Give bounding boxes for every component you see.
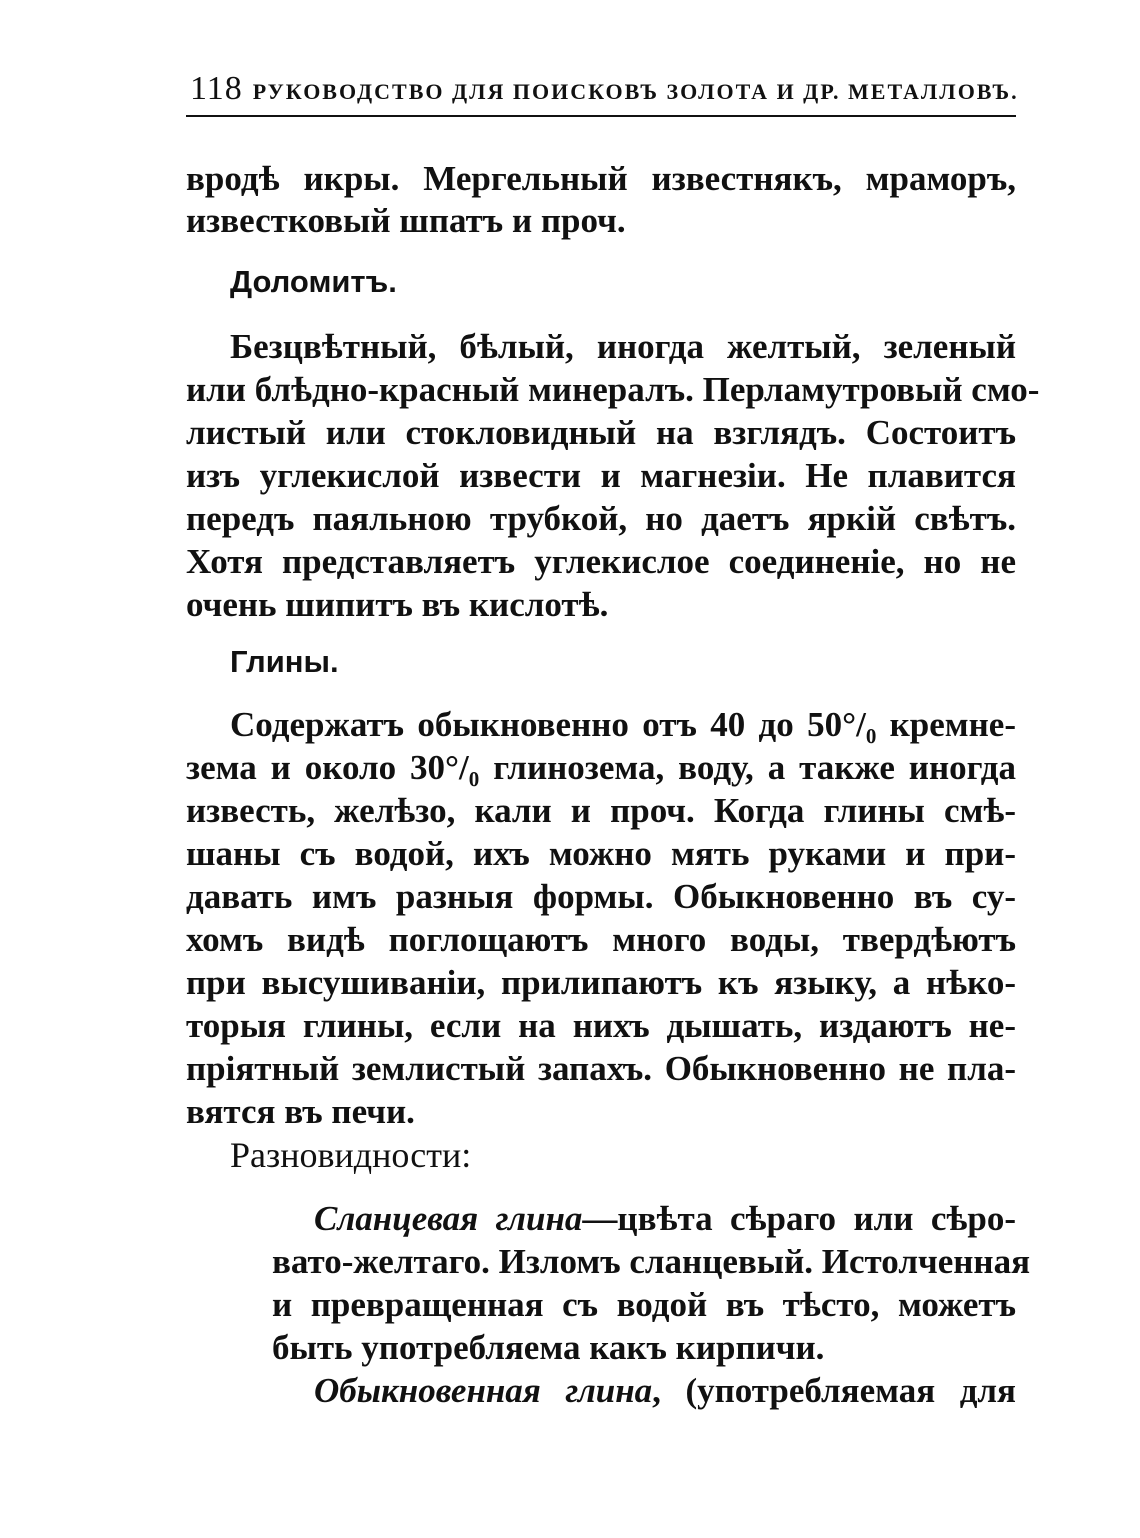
term-common-clay: Обыкновенная глина	[314, 1371, 653, 1410]
body-line: давать имъ разныя формы. Обыкновенно въ су-	[186, 877, 1016, 916]
body-line: Безцвѣтный, бѣлый, иногда желтый, зеленый	[230, 327, 1016, 366]
header-rule	[186, 115, 1016, 117]
body-line: хомъ видѣ поглощаютъ много воды, твердѣютъ	[186, 920, 1016, 959]
body-line: быть употребляема какъ кирпичи.	[272, 1328, 825, 1367]
body-line: вятся въ печи.	[186, 1092, 415, 1131]
body-line: пріятный землистый запахъ. Обыкновенно не пла-	[186, 1049, 1016, 1088]
body-line: зема и около 30°/₀ глинозема, воду, а также иногда	[186, 748, 1016, 787]
varieties-label: Разновидности:	[230, 1135, 472, 1175]
body-line: Хотя представляетъ углекислое соединеніе, но не	[186, 542, 1016, 581]
body-line: торыя глины, если на нихъ дышать, издаютъ не-	[186, 1006, 1016, 1045]
page-header	[190, 70, 1019, 114]
body-line: Содержатъ обыкновенно отъ 40 до 50°/₀ кремне-	[230, 705, 1016, 744]
variety-text: , (употребляемая для	[652, 1371, 1016, 1410]
body-line: или блѣдно-красный минералъ. Перламутровый смо-	[186, 370, 1040, 409]
body-line: передъ паяльною трубкой, но даетъ яркій свѣтъ.	[186, 499, 1016, 538]
body-line: и превращенная съ водой въ тѣсто, можетъ	[272, 1285, 1016, 1324]
body-line: при высушиваніи, прилипаютъ къ языку, а нѣко-	[186, 963, 1016, 1002]
term-slate-clay: Сланцевая глина	[314, 1199, 583, 1238]
running-title: РУКОВОДСТВО ДЛЯ ПОИСКОВЪ ЗОЛОТА И ДР. МЕТАЛЛОВЪ.	[252, 79, 1019, 104]
body-line: известковый шпатъ и проч.	[186, 201, 626, 240]
body-line: известь, желѣзо, кали и проч. Когда глины смѣ-	[186, 791, 1016, 830]
variety-text: —цвѣта сѣраго или сѣро-	[582, 1199, 1017, 1238]
body-line: листый или стокловидный на взглядъ. Состоитъ	[186, 413, 1016, 452]
body-line: вродѣ икры. Мергельный известнякъ, мраморъ,	[186, 159, 1016, 198]
variety-line-common	[314, 1370, 1016, 1412]
section-heading-dolomite: Доломитъ.	[230, 264, 397, 299]
page-number: 118	[190, 70, 243, 107]
body-line: вато-желтаго. Изломъ сланцевый. Истолченная	[272, 1242, 1031, 1281]
section-heading-clays: Глины.	[230, 644, 339, 679]
body-line: шаны съ водой, ихъ можно мять руками и при-	[186, 834, 1016, 873]
variety-line-slate	[314, 1198, 1016, 1240]
body-line: очень шипитъ въ кислотѣ.	[186, 585, 609, 624]
body-line: изъ углекислой извести и магнезіи. Не плавится	[186, 456, 1016, 495]
